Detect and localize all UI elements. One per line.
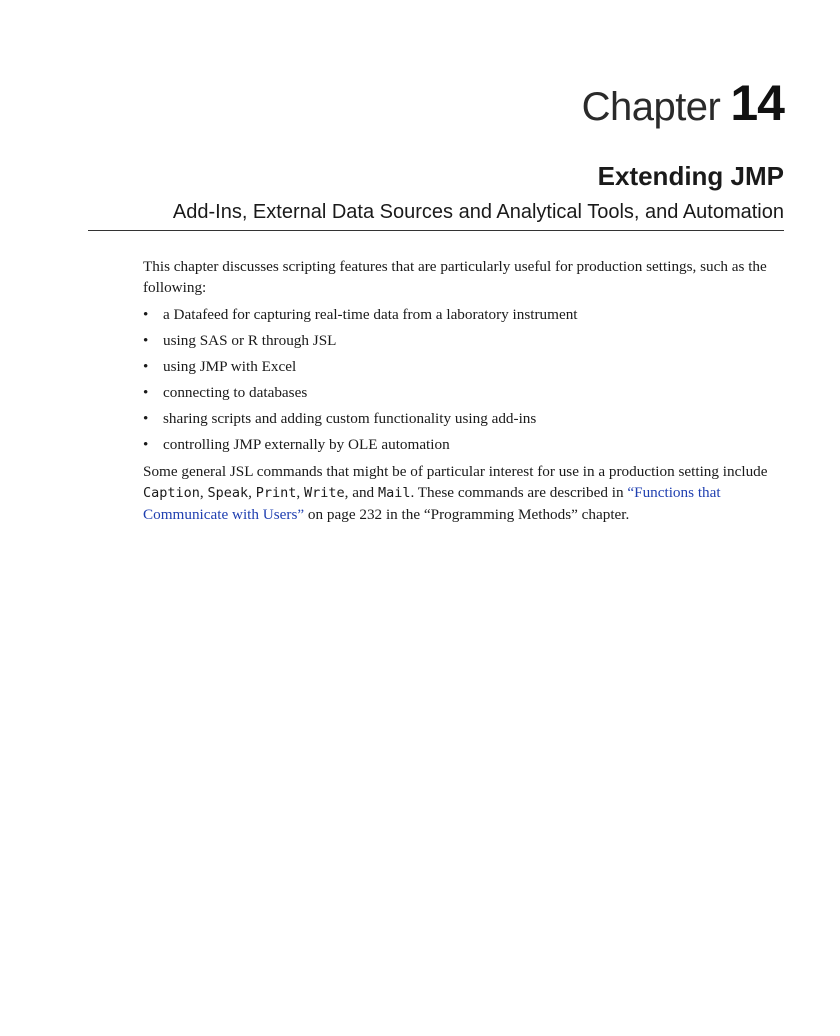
list-item-text: a Datafeed for capturing real-time data from a laboratory instrument	[163, 306, 578, 323]
bullet-icon: •	[143, 306, 149, 323]
list-item	[143, 408, 787, 429]
list-item	[143, 330, 787, 351]
outro-text: Some general JSL commands that might be of particular interest for use in a production setting include	[143, 463, 768, 480]
bullet-icon: •	[143, 436, 149, 453]
list-item	[143, 434, 787, 455]
chapter-title: Extending JMP	[597, 161, 784, 191]
chapter-body	[143, 256, 787, 525]
list-item	[143, 382, 787, 403]
bullet-icon: •	[143, 358, 149, 375]
cross-reference-link[interactable]: “Functions that Communicate with Users”	[143, 484, 721, 523]
separator: ,	[199, 484, 208, 501]
bullet-icon: •	[143, 410, 149, 427]
command-mail: Mail	[377, 485, 411, 501]
header-rule	[88, 230, 784, 231]
outro-text: . These commands are described in	[410, 484, 628, 501]
command-print: Print	[255, 485, 297, 501]
list-item-text: using JMP with Excel	[163, 358, 297, 375]
chapter-number: 14	[730, 75, 784, 131]
list-item	[143, 356, 787, 377]
outro-text: on page 232 in the “Programming Methods” chapter.	[304, 506, 630, 523]
list-item	[143, 304, 787, 325]
intro-paragraph: This chapter discusses scripting features that are particularly useful for production settings, such as the following:	[143, 258, 767, 296]
separator: ,	[296, 484, 304, 501]
list-item-text: using SAS or R through JSL	[163, 332, 337, 349]
bullet-icon: •	[143, 332, 149, 349]
list-item-text: sharing scripts and adding custom functionality using add-ins	[163, 410, 537, 427]
feature-list	[143, 304, 787, 455]
chapter-subtitle: Add-Ins, External Data Sources and Analytical Tools, and Automation	[172, 201, 784, 223]
separator: , and	[344, 484, 378, 501]
list-item-text: connecting to databases	[163, 384, 308, 401]
chapter-label	[581, 75, 784, 131]
bullet-icon: •	[143, 384, 149, 401]
separator: ,	[248, 484, 256, 501]
outro-paragraph	[143, 461, 787, 525]
command-caption: Caption	[143, 485, 200, 501]
command-write: Write	[303, 485, 345, 501]
command-speak: Speak	[207, 485, 249, 501]
list-item-text: controlling JMP externally by OLE automation	[163, 436, 450, 453]
chapter-word: Chapter	[581, 85, 721, 129]
